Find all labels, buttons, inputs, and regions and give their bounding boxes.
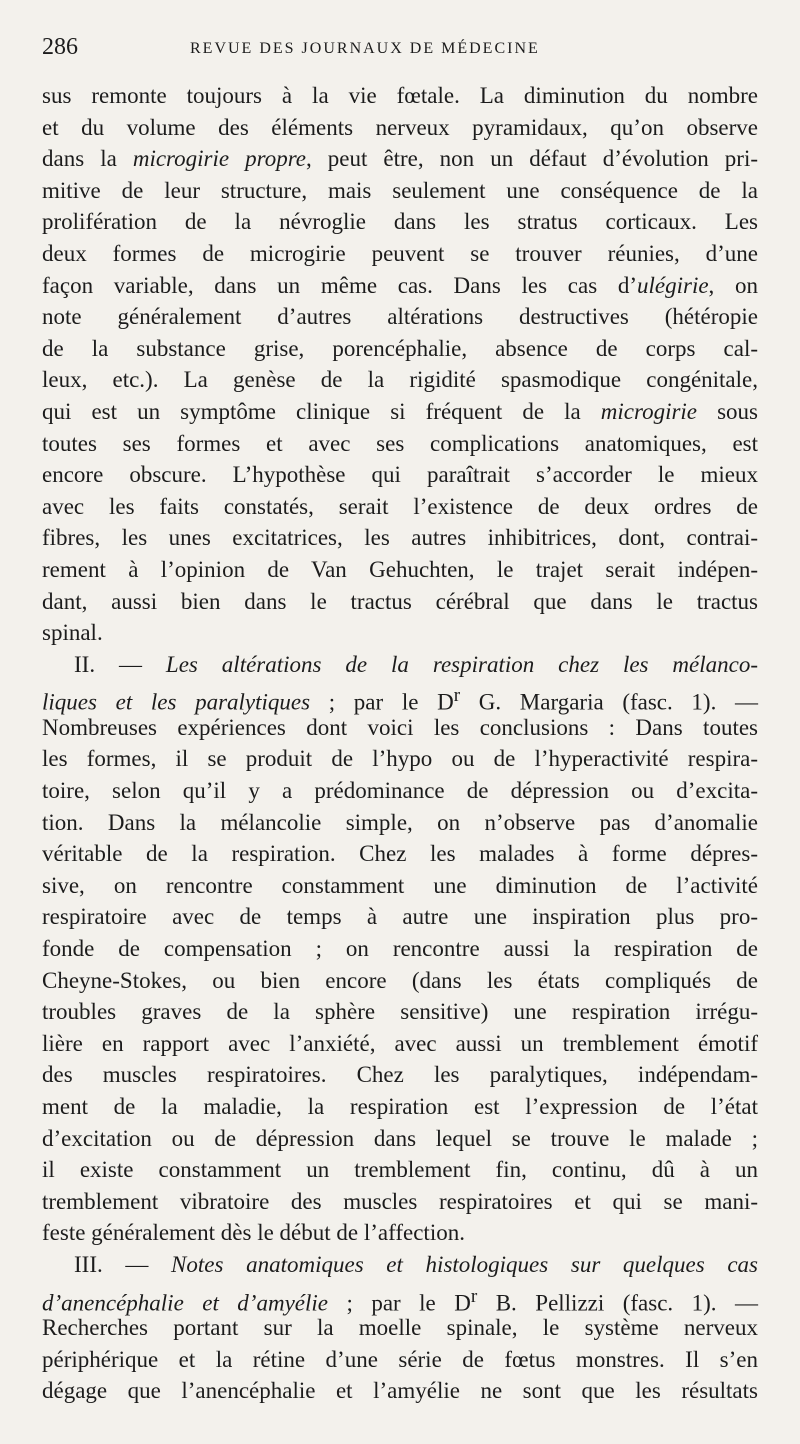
- text-line: toutes ses formes et avec ses complications anatomiques, est: [42, 430, 758, 456]
- text-line: dant, aussi bien dans le tractus cérébral que dans le tractus: [42, 588, 758, 614]
- text-line: d’excitation ou de dépression dans lequel se trouve le malade ;: [42, 1125, 758, 1151]
- text-line: des muscles respiratoires. Chez les paralytiques, indépendam-: [42, 1062, 758, 1088]
- text-line: feste généralement dès le début de l’affection.: [42, 1220, 465, 1246]
- text-line: façon variable, dans un même cas. Dans les cas d’ulégirie, on: [42, 272, 758, 298]
- text-line: véritable de la respiration. Chez les malades à forme dépres-: [42, 841, 758, 867]
- text-line: respiratoire avec de temps à autre une inspiration plus pro-: [42, 904, 758, 930]
- body-text: [42, 80, 758, 1407]
- text-line: lière en rapport avec l’anxiété, avec aussi un tremblement émotif: [42, 1030, 758, 1056]
- text-line: périphérique et la rétine d’une série de fœtus monstres. Il s’en: [42, 1346, 758, 1372]
- text-line: toire, selon qu’il y a prédominance de dépression ou d’excita-: [42, 778, 758, 804]
- text-line: Recherches portant sur la moelle spinale, le système nerveux: [42, 1315, 758, 1341]
- text-line: liques et les paralytiques ; par le $D^r$ G. Margaria (fasc. 1). —: [42, 685, 759, 715]
- text-line: et du volume des éléments nerveux pyramidaux, qu’on observe: [42, 114, 758, 140]
- text-line: qui est un symptôme clinique si fréquent de la microgirie sous: [42, 398, 758, 424]
- text-line: II. — Les altérations de la respiration chez les mélanco-: [74, 651, 758, 677]
- text-line: leux, etc.). La genèse de la rigidité spasmodique congénitale,: [42, 367, 758, 393]
- text-line: les formes, il se produit de l’hypo ou de l’hyperactivité respira-: [42, 746, 758, 772]
- text-line: III. — Notes anatomiques et histologiques sur quelques cas: [74, 1251, 758, 1277]
- text-line: fonde de compensation ; on rencontre aussi la respiration de: [42, 936, 758, 962]
- text-line: dans la microgirie propre, peut être, non un défaut d’évolution pri-: [42, 146, 759, 172]
- text-line: dégage que l’anencéphalie et l’amyélie ne sont que les résultats: [42, 1378, 758, 1404]
- text-line: encore obscure. L’hypothèse qui paraîtrait s’accorder le mieux: [42, 462, 758, 488]
- text-line: tion. Dans la mélancolie simple, on n’observe pas d’anomalie: [42, 809, 758, 835]
- text-line: sus remonte toujours à la vie fœtale. La diminution du nombre: [42, 83, 758, 108]
- text-line: note généralement d’autres altérations destructives (hétéropie: [42, 304, 758, 330]
- text-line: Nombreuses expériences dont voici les conclusions : Dans toutes: [42, 714, 758, 740]
- running-head: REVUE DES JOURNAUX DE MÉDECINE: [190, 40, 540, 57]
- text-line: sive, on rencontre constamment une diminution de l’activité: [42, 872, 758, 898]
- text-line: deux formes de microgirie peuvent se trouver réunies, d’une: [42, 240, 758, 266]
- text-line: tremblement vibratoire des muscles respiratoires et qui se mani-: [42, 1188, 758, 1214]
- text-line: troubles graves de la sphère sensitive) une respiration irrégu-: [42, 999, 758, 1025]
- text-line: il existe constamment un tremblement fin, continu, dû à un: [42, 1157, 758, 1183]
- text-line: de la substance grise, porencéphalie, absence de corps cal-: [42, 335, 758, 361]
- page-header: [42, 34, 760, 74]
- text-line: mitive de leur structure, mais seulement une conséquence de la: [42, 177, 758, 203]
- text-line: fibres, les unes excitatrices, les autres inhibitrices, dont, contrai-: [42, 525, 758, 551]
- text-line: ment de la maladie, la respiration est l’expression de l’état: [42, 1094, 758, 1119]
- text-line: avec les faits constatés, serait l’existence de deux ordres de: [42, 493, 758, 519]
- text-line: prolifération de la névroglie dans les stratus corticaux. Les: [42, 209, 758, 235]
- text-line: spinal.: [42, 620, 103, 646]
- text-line: Cheyne-Stokes, ou bien encore (dans les états compliqués de: [42, 967, 758, 993]
- page-number: 286: [42, 34, 78, 60]
- text-line: rement à l’opinion de Van Gehuchten, le trajet serait indépen-: [42, 556, 758, 582]
- text-line: d’anencéphalie et d’amyélie ; par le $D^r$ B. Pellizzi (fasc. 1). —: [42, 1285, 759, 1316]
